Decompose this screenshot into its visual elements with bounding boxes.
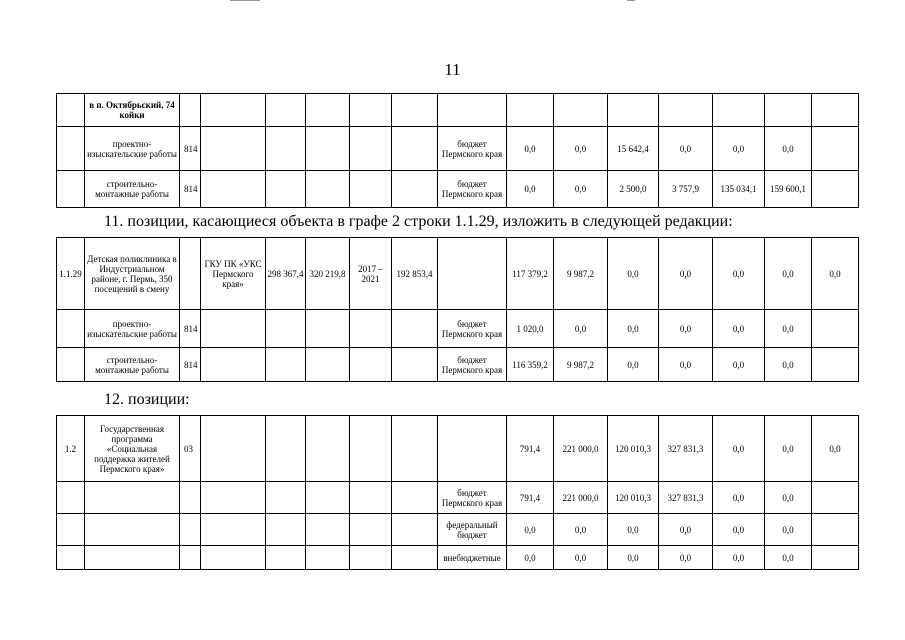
table-cell bbox=[438, 238, 507, 310]
table-cell bbox=[201, 310, 266, 348]
table-cell: 15 642,4 bbox=[608, 127, 659, 171]
table-cell bbox=[765, 94, 812, 127]
table-row bbox=[57, 238, 859, 310]
table-cell bbox=[350, 94, 392, 127]
table-cell: 0,0 bbox=[659, 514, 713, 546]
table-cell bbox=[201, 127, 266, 171]
table-cell bbox=[350, 171, 392, 208]
table-cell bbox=[57, 546, 85, 570]
table-cell: 135 034,1 bbox=[713, 171, 765, 208]
table-cell bbox=[350, 416, 392, 482]
table-cell bbox=[57, 171, 85, 208]
table-cell bbox=[180, 94, 201, 127]
table-cell: 0,0 bbox=[608, 514, 659, 546]
table-cell bbox=[812, 546, 859, 570]
table-cell: бюджет Пермского края bbox=[438, 310, 507, 348]
table-cell bbox=[350, 514, 392, 546]
table-cell: ГКУ ПК «УКС Пермского края» bbox=[201, 238, 266, 310]
table-row bbox=[57, 127, 859, 171]
table-cell: 0,0 bbox=[713, 546, 765, 570]
table-cell: 120 010,3 bbox=[608, 416, 659, 482]
table-cell: 298 367,4 bbox=[266, 238, 306, 310]
table-cell: 03 bbox=[180, 416, 201, 482]
table-cell bbox=[350, 546, 392, 570]
table-cell bbox=[392, 482, 438, 514]
table-cell bbox=[57, 348, 85, 382]
table-cell bbox=[392, 171, 438, 208]
table-cell: 0,0 bbox=[765, 416, 812, 482]
table-cell: 3 757,9 bbox=[659, 171, 713, 208]
table-continuation bbox=[56, 93, 859, 208]
table-cell: строительно-монтажные работы bbox=[85, 171, 180, 208]
table-cell bbox=[306, 482, 350, 514]
table-row bbox=[57, 94, 859, 127]
table-row bbox=[57, 310, 859, 348]
table-cell bbox=[812, 171, 859, 208]
table-cell bbox=[180, 238, 201, 310]
table-cell bbox=[201, 514, 266, 546]
table-cell: 2 500,0 bbox=[608, 171, 659, 208]
table-cell bbox=[180, 482, 201, 514]
table-cell: бюджет Пермского края bbox=[438, 171, 507, 208]
table-cell bbox=[306, 94, 350, 127]
table-cell: 117 379,2 bbox=[507, 238, 554, 310]
table-cell: 0,0 bbox=[659, 546, 713, 570]
section-heading-12: 12. позиции: bbox=[104, 391, 190, 408]
table-cell: 0,0 bbox=[659, 238, 713, 310]
table-cell: 9 987,2 bbox=[554, 348, 608, 382]
table-cell: Государственная программа «Социальная поддержка жителей Пермского края» bbox=[85, 416, 180, 482]
table-cell: 0,0 bbox=[765, 127, 812, 171]
table-cell bbox=[201, 482, 266, 514]
table-cell: 0,0 bbox=[608, 310, 659, 348]
table-cell: 0,0 bbox=[554, 171, 608, 208]
table-cell bbox=[266, 546, 306, 570]
table-cell: 0,0 bbox=[554, 310, 608, 348]
table-cell: в п. Октябрьский, 74 койки bbox=[85, 94, 180, 127]
table-cell: 0,0 bbox=[659, 348, 713, 382]
table-cell bbox=[507, 94, 554, 127]
table-cell: 0,0 bbox=[554, 546, 608, 570]
table-cell: 0,0 bbox=[608, 546, 659, 570]
table-cell bbox=[608, 94, 659, 127]
table-cell bbox=[306, 546, 350, 570]
table-cell bbox=[201, 546, 266, 570]
table-cell bbox=[85, 546, 180, 570]
scan-edge-mark-left bbox=[230, 0, 260, 1]
table-row bbox=[57, 348, 859, 382]
table-cell bbox=[201, 94, 266, 127]
page-number: 11 bbox=[444, 60, 461, 79]
table-cell: 0,0 bbox=[765, 238, 812, 310]
table-cell: 221 000,0 bbox=[554, 482, 608, 514]
table-row bbox=[57, 514, 859, 546]
table-cell: 0,0 bbox=[765, 348, 812, 382]
table-cell: 0,0 bbox=[765, 546, 812, 570]
table-cell: 2017 – 2021 bbox=[350, 238, 392, 310]
table-cell bbox=[350, 482, 392, 514]
table-cell bbox=[812, 348, 859, 382]
table-cell: 327 831,3 bbox=[659, 416, 713, 482]
table-cell: 1 020,0 bbox=[507, 310, 554, 348]
table-cell bbox=[306, 310, 350, 348]
table-cell bbox=[266, 94, 306, 127]
table-cell bbox=[201, 348, 266, 382]
table-cell: 116 359,2 bbox=[507, 348, 554, 382]
table-cell bbox=[350, 127, 392, 171]
table-cell: 1.2 bbox=[57, 416, 85, 482]
table-cell bbox=[57, 94, 85, 127]
table-cell bbox=[438, 416, 507, 482]
table-cell: внебюджетные bbox=[438, 546, 507, 570]
table-cell bbox=[85, 482, 180, 514]
table-cell: 0,0 bbox=[608, 238, 659, 310]
table-row bbox=[57, 546, 859, 570]
table-cell bbox=[57, 514, 85, 546]
table-cell bbox=[266, 514, 306, 546]
table-cell: 221 000,0 bbox=[554, 416, 608, 482]
table-row bbox=[57, 416, 859, 482]
table-cell bbox=[85, 514, 180, 546]
table-cell: проектно-изыскательские работы bbox=[85, 310, 180, 348]
table-position-1-1-29 bbox=[56, 237, 859, 382]
table-cell bbox=[812, 482, 859, 514]
table-cell bbox=[812, 127, 859, 171]
table-cell bbox=[201, 171, 266, 208]
table-cell bbox=[306, 514, 350, 546]
table-cell bbox=[180, 514, 201, 546]
table-row bbox=[57, 171, 859, 208]
table-cell: 0,0 bbox=[554, 514, 608, 546]
table-cell: 0,0 bbox=[554, 127, 608, 171]
table-cell bbox=[266, 171, 306, 208]
table-cell: 159 600,1 bbox=[765, 171, 812, 208]
table-cell: 0,0 bbox=[765, 514, 812, 546]
table-cell bbox=[392, 348, 438, 382]
table-cell: федеральный бюджет bbox=[438, 514, 507, 546]
table-cell: проектно-изыскательские работы bbox=[85, 127, 180, 171]
table-cell bbox=[812, 514, 859, 546]
table-cell bbox=[350, 348, 392, 382]
table-position-1-2 bbox=[56, 415, 859, 570]
table-cell bbox=[57, 310, 85, 348]
table-cell: 0,0 bbox=[713, 127, 765, 171]
table-cell bbox=[812, 310, 859, 348]
table-cell bbox=[201, 416, 266, 482]
table-cell: 0,0 bbox=[765, 310, 812, 348]
table-cell bbox=[57, 127, 85, 171]
table-cell: 0,0 bbox=[507, 546, 554, 570]
table-cell bbox=[57, 482, 85, 514]
table-cell: 0,0 bbox=[812, 416, 859, 482]
table-cell: 814 bbox=[180, 310, 201, 348]
table-cell: 814 bbox=[180, 171, 201, 208]
table-cell: 0,0 bbox=[608, 348, 659, 382]
table-cell bbox=[659, 94, 713, 127]
table-cell: 0,0 bbox=[507, 171, 554, 208]
table-cell bbox=[306, 416, 350, 482]
table-cell bbox=[266, 127, 306, 171]
table-cell: 0,0 bbox=[765, 482, 812, 514]
table-cell: 791,4 bbox=[507, 482, 554, 514]
table-cell bbox=[392, 94, 438, 127]
table-cell bbox=[392, 310, 438, 348]
table-cell bbox=[392, 514, 438, 546]
table-cell bbox=[438, 94, 507, 127]
table-cell bbox=[306, 127, 350, 171]
table-cell: строительно-монтажные работы bbox=[85, 348, 180, 382]
table-cell: 0,0 bbox=[812, 238, 859, 310]
table-cell: 192 853,4 bbox=[392, 238, 438, 310]
table-cell: бюджет Пермского края bbox=[438, 127, 507, 171]
table-cell: 320 219,8 bbox=[306, 238, 350, 310]
table-cell: 0,0 bbox=[659, 310, 713, 348]
table-cell: 1.1.29 bbox=[57, 238, 85, 310]
table-cell: бюджет Пермского края bbox=[438, 482, 507, 514]
table-cell bbox=[350, 310, 392, 348]
table-cell bbox=[306, 348, 350, 382]
table-cell bbox=[713, 94, 765, 127]
table-cell bbox=[554, 94, 608, 127]
table-cell: 814 bbox=[180, 348, 201, 382]
table-cell: 0,0 bbox=[713, 310, 765, 348]
table-cell bbox=[266, 482, 306, 514]
table-cell: 0,0 bbox=[507, 127, 554, 171]
section-heading-11: 11. позиции, касающиеся объекта в графе 2 строки 1.1.29, изложить в следующей редакции: bbox=[104, 213, 733, 230]
table-cell bbox=[812, 94, 859, 127]
table-cell: Детская поликлиника в Индустриальном районе, г. Пермь, 350 посещений в смену bbox=[85, 238, 180, 310]
table-cell: 791,4 bbox=[507, 416, 554, 482]
table-cell: 0,0 bbox=[713, 482, 765, 514]
table-cell: 0,0 bbox=[659, 127, 713, 171]
table-row bbox=[57, 482, 859, 514]
table-cell bbox=[266, 310, 306, 348]
table-cell: 814 bbox=[180, 127, 201, 171]
table-cell bbox=[266, 348, 306, 382]
table-cell: 0,0 bbox=[713, 514, 765, 546]
table-cell: 0,0 bbox=[713, 348, 765, 382]
table-cell: 120 010,3 bbox=[608, 482, 659, 514]
table-cell: 9 987,2 bbox=[554, 238, 608, 310]
table-cell bbox=[306, 171, 350, 208]
table-cell: 0,0 bbox=[713, 238, 765, 310]
table-cell: 0,0 bbox=[713, 416, 765, 482]
table-cell bbox=[392, 546, 438, 570]
table-cell bbox=[392, 416, 438, 482]
table-cell bbox=[180, 546, 201, 570]
table-cell bbox=[266, 416, 306, 482]
table-cell: бюджет Пермского края bbox=[438, 348, 507, 382]
table-cell bbox=[392, 127, 438, 171]
scan-edge-mark-right bbox=[627, 0, 635, 1]
table-cell: 0,0 bbox=[507, 514, 554, 546]
table-cell: 327 831,3 bbox=[659, 482, 713, 514]
